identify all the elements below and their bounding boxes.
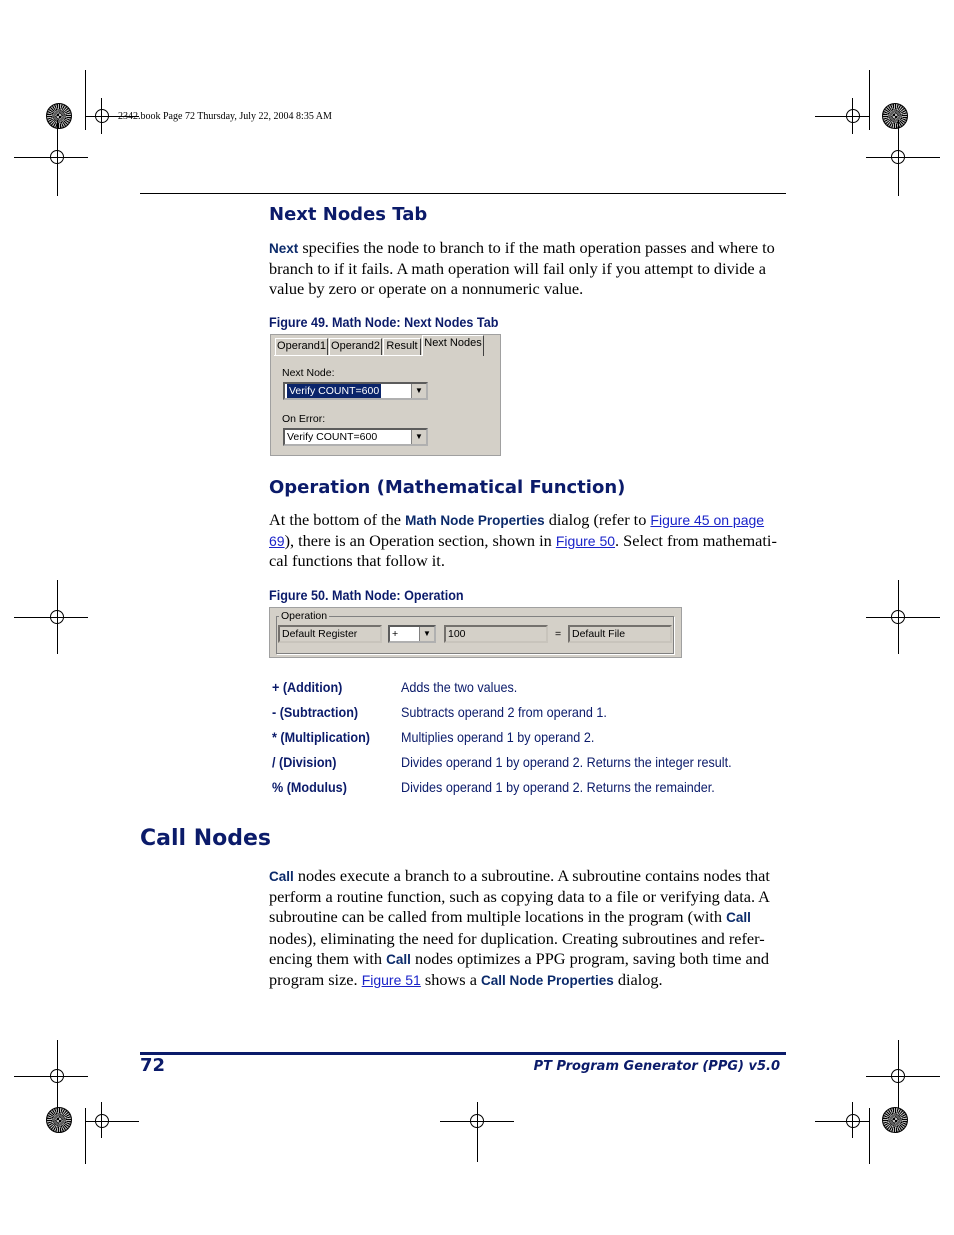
link-figure-45[interactable]: Figure 45 on page <box>650 512 765 528</box>
footer-title: PT Program Generator (PPG) v5.0 <box>533 1059 780 1074</box>
book-header: 2342.book Page 72 Thursday, July 22, 2004 8:35 AM <box>118 111 332 122</box>
operator-term: / (Division) <box>272 754 337 770</box>
chevron-down-icon[interactable]: ▼ <box>411 430 426 444</box>
operator-definition: Divides operand 1 by operand 2. Returns the integer result. <box>401 754 732 770</box>
registration-target-icon <box>50 610 64 624</box>
operator-definition: Adds the two values. <box>401 679 518 695</box>
page-number: 72 <box>140 1055 166 1076</box>
header-rule <box>140 193 786 194</box>
section-title-next-nodes-tab: Next Nodes Tab <box>269 204 428 225</box>
operand2-field[interactable]: 100 <box>444 625 548 643</box>
footer-rule <box>140 1052 786 1055</box>
registration-target-icon <box>50 150 64 164</box>
operator-term: - (Subtraction) <box>272 704 359 720</box>
operator-definition: Multiplies operand 1 by operand 2. <box>401 729 595 745</box>
figure-50-operation-group <box>269 607 682 658</box>
operation-group-label: Operation <box>281 610 328 622</box>
keyword-call-node-properties: Call Node Properties <box>481 973 614 989</box>
registration-target-icon <box>846 1114 860 1128</box>
registration-target-icon <box>95 1114 109 1128</box>
on-error-label: On Error: <box>282 413 326 425</box>
tab-result[interactable]: Result <box>383 338 421 355</box>
section-title-call-nodes: Call Nodes <box>140 826 272 851</box>
keyword-next: Next <box>269 241 299 256</box>
registration-target-icon <box>891 610 905 624</box>
next-nodes-paragraph: Next specifies the node to branch to if the math operation passes and where to branch to if it fails. A math operation will fail only if you attempt to divide a value by zero or operate on a nonnumeric value. <box>269 238 775 299</box>
next-node-label: Next Node: <box>282 367 335 379</box>
section-title-operation: Operation (Mathematical Function) <box>269 477 626 498</box>
registration-target-icon <box>470 1114 484 1128</box>
call-nodes-paragraph: Call nodes execute a branch to a subroutine. A subroutine contains nodes that perform a routine function, such as copying data to a file or verifying data. A subroutine can be called from multiple locations in the program (with Call nodes), eliminating the need for duplication. Creating subroutines and refer-encing them with Call nodes optimizes a PPG program, saving both time and program size. Figure 51 shows a Call Node Properties dialog. <box>269 866 770 990</box>
link-page-69[interactable]: 69 <box>269 533 285 550</box>
tab-operand2[interactable]: Operand2 <box>329 338 382 355</box>
registration-star-icon <box>46 1107 72 1133</box>
figure-49-next-nodes-dialog <box>270 334 501 456</box>
registration-target-icon <box>95 109 109 123</box>
keyword-math-node-properties: Math Node Properties <box>405 513 545 528</box>
figure-50-caption: Figure 50. Math Node: Operation <box>269 587 464 603</box>
registration-target-icon <box>891 150 905 164</box>
operand1-field[interactable]: Default Register <box>278 625 382 643</box>
link-figure-50[interactable]: Figure 50 <box>555 533 616 550</box>
operation-paragraph: At the bottom of the Math Node Properties dialog (refer to Figure 45 on page 69), there is an Operation section, shown in Figure 50. Select from mathemati-cal functions that follow it. <box>269 510 777 571</box>
operator-term: + (Addition) <box>272 679 343 695</box>
keyword-call: Call <box>269 869 294 884</box>
operator-term: * (Multiplication) <box>272 729 371 745</box>
operator-term: % (Modulus) <box>272 779 347 795</box>
on-error-select[interactable]: Verify COUNT=600 ▼ <box>283 428 428 446</box>
chevron-down-icon[interactable]: ▼ <box>419 627 434 641</box>
operator-definition: Divides operand 1 by operand 2. Returns the remainder. <box>401 779 715 795</box>
registration-target-icon <box>891 1069 905 1083</box>
next-node-select[interactable]: Verify COUNT=600 ▼ <box>283 382 428 400</box>
link-figure-51[interactable]: Figure 51 <box>361 972 421 989</box>
chevron-down-icon[interactable]: ▼ <box>411 384 426 398</box>
keyword-call: Call <box>726 910 751 926</box>
tab-operand1[interactable]: Operand1 <box>275 338 328 355</box>
figure-49-caption: Figure 49. Math Node: Next Nodes Tab <box>269 314 499 330</box>
registration-target-icon <box>846 109 860 123</box>
operator-select[interactable]: + ▼ <box>388 625 436 643</box>
registration-target-icon <box>50 1069 64 1083</box>
registration-star-icon <box>882 103 908 129</box>
keyword-call: Call <box>386 951 411 967</box>
registration-star-icon <box>882 1107 908 1133</box>
result-field[interactable]: Default File <box>568 625 672 643</box>
equals-sign: = <box>555 628 562 640</box>
tab-next-nodes[interactable]: Next Nodes <box>422 335 484 356</box>
operator-definition: Subtracts operand 2 from operand 1. <box>401 704 607 720</box>
registration-star-icon <box>46 103 72 129</box>
